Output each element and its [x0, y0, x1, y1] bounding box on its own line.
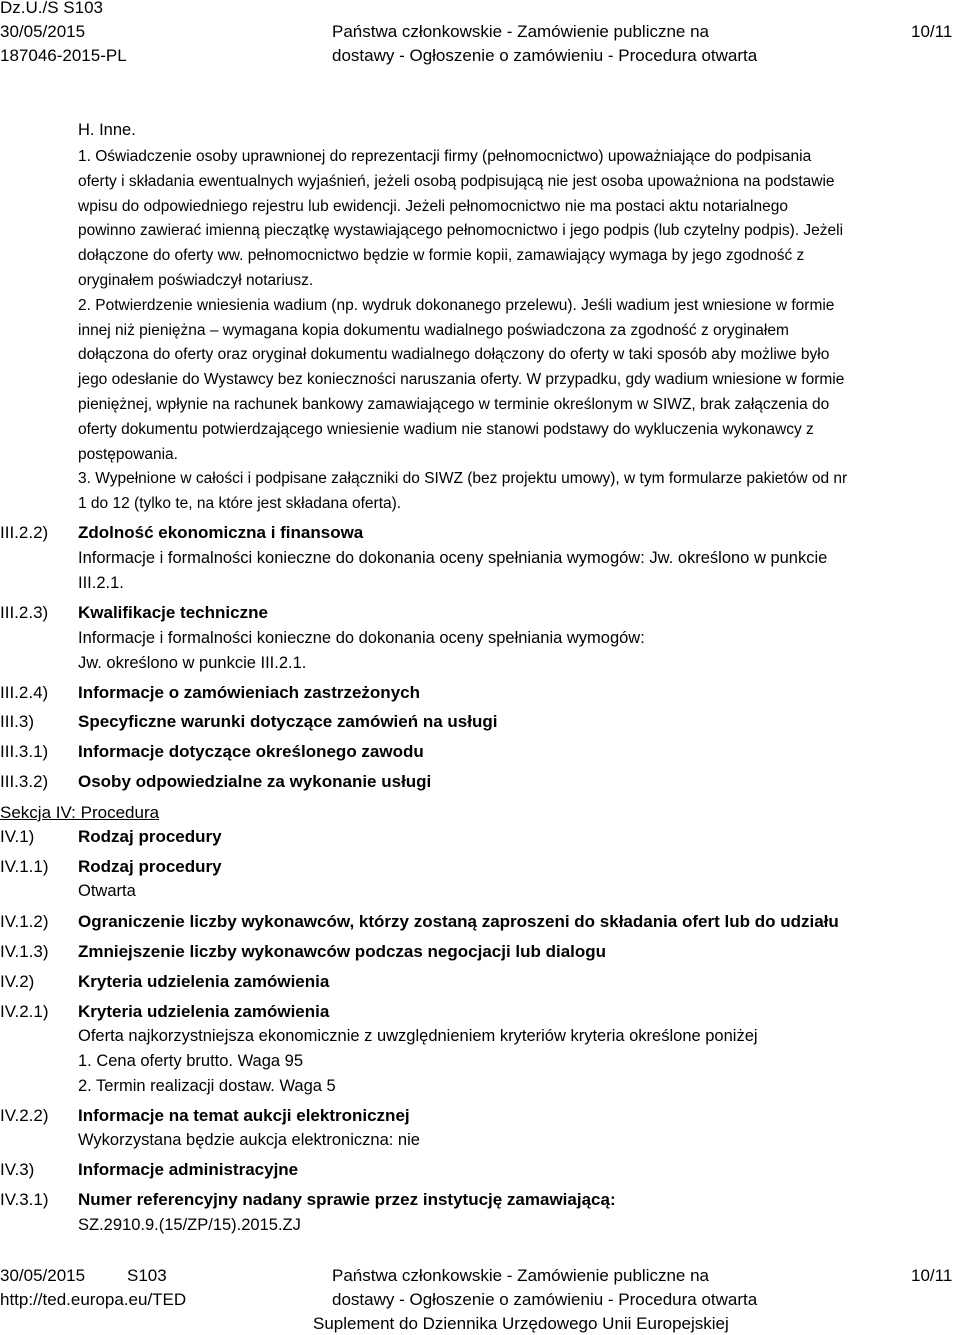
- section-h-line: oferty dokumentu potwierdzającego wniesienie wadium nie stanowi podstawy do wykluczenia wykonawcy z: [78, 420, 814, 438]
- procedure-type-value: Otwarta: [78, 882, 136, 900]
- section-text: Informacje i formalności konieczne do dokonania oceny spełniania wymogów:: [78, 629, 645, 647]
- section-h-line: 1. Oświadczenie osoby uprawnionej do reprezentacji firmy (pełnomocnictwo) upoważniające do podpisania: [78, 148, 812, 165]
- section-h-line: pieniężnej, wpłynie na rachunek bankowy zamawiającego w terminie określonym w SIWZ, brak załączenia do: [78, 395, 830, 413]
- section-heading: Informacje o zamówieniach zastrzeżonych: [78, 683, 420, 702]
- document-id: 187046-2015-PL: [0, 46, 127, 65]
- header-title-line2: dostawy - Ogłoszenie o zamówieniu - Procedura otwarta: [332, 46, 758, 65]
- section-iv-title: Sekcja IV: Procedura: [0, 803, 160, 822]
- section-h-line: innej niż pieniężna – wymagana kopia dokumentu wadialnego poświadczona za zgodność z oryginałem: [78, 321, 789, 339]
- section-number: III.2.4): [0, 683, 49, 702]
- section-heading: Informacje administracyjne: [78, 1160, 299, 1179]
- section-number: III.2.3): [0, 603, 49, 622]
- section-h-line: postępowania.: [78, 445, 178, 463]
- section-number: IV.2.1): [0, 1002, 49, 1021]
- section-h-body: [78, 145, 847, 517]
- section-number: IV.1.2): [0, 912, 49, 931]
- section-h-line: 1 do 12 (tylko te, na które jest składana oferta).: [78, 495, 402, 513]
- section-h-title: H. Inne.: [78, 121, 136, 139]
- section-number: IV.3.1): [0, 1190, 49, 1209]
- criteria-item: 1. Cena oferty brutto. Waga 95: [78, 1052, 304, 1070]
- section-h-line: jego odesłanie do Wystawcy bez konieczności naruszania oferty. W przypadku, gdy wadium wniesione w formie: [78, 371, 845, 389]
- section-heading: Kryteria udzielenia zamówienia: [78, 972, 330, 991]
- criteria-text: Oferta najkorzystniejsza ekonomicznie z uwzględnieniem kryteriów kryteria określone poniżej: [78, 1027, 758, 1045]
- section-number: IV.2.2): [0, 1106, 49, 1125]
- section-text: III.2.1.: [78, 574, 124, 592]
- section-h-line: 2. Potwierdzenie wniesienia wadium (np. wydruk dokonanego przelewu). Jeśli wadium jest wniesione w formie: [78, 296, 835, 314]
- section-h-line: dołączona do oferty oraz oryginał dokumentu wadialnego dołączony do oferty w taki sposób aby możliwe było: [78, 346, 830, 364]
- footer-title-line3: Suplement do Dziennika Urzędowego Unii Europejskiej: [313, 1314, 729, 1333]
- footer-title-line1: Państwa członkowskie - Zamówienie publiczne na: [332, 1266, 710, 1285]
- section-heading: Informacje na temat aukcji elektronicznej: [78, 1106, 410, 1125]
- footer-issue: S103: [127, 1266, 167, 1285]
- section-h-line: oferty i składania ewentualnych wyjaśnień, jeżeli osobą podpisującą nie jest osoba upoważniona na podstawie: [78, 172, 835, 190]
- section-number: IV.1.1): [0, 857, 49, 876]
- section-heading: Kwalifikacje techniczne: [78, 603, 268, 622]
- section-number: IV.2): [0, 972, 35, 991]
- section-number: III.2.2): [0, 523, 49, 542]
- footer-url[interactable]: http://ted.europa.eu/TED: [0, 1290, 187, 1309]
- section-heading: Numer referencyjny nadany sprawie przez instytucję zamawiającą:: [78, 1190, 616, 1209]
- section-text: Jw. określono w punkcie III.2.1.: [78, 654, 307, 672]
- footer-page-number: 10/11: [911, 1266, 953, 1285]
- section-h-line: oryginałem poświadczył notariusz.: [78, 271, 314, 289]
- section-h-line: powinno zawierać imienną pieczątkę wystawiającego pełnomocnictwo i jego podpis (lub czytelny podpis). Jeżeli: [78, 222, 844, 240]
- section-number: IV.1.3): [0, 942, 49, 961]
- section-heading: Zdolność ekonomiczna i finansowa: [78, 523, 364, 542]
- section-heading: Informacje dotyczące określonego zawodu: [78, 742, 424, 761]
- section-number: III.3.2): [0, 772, 49, 791]
- footer-title-line2: dostawy - Ogłoszenie o zamówieniu - Procedura otwarta: [332, 1290, 758, 1309]
- section-heading: Osoby odpowiedzialne za wykonanie usługi: [78, 772, 432, 791]
- header-title-line1: Państwa członkowskie - Zamówienie publiczne na: [332, 22, 710, 41]
- section-heading: Rodzaj procedury: [78, 857, 222, 876]
- footer-date: 30/05/2015: [0, 1266, 86, 1285]
- header-date: 30/05/2015: [0, 22, 86, 41]
- journal-ref: Dz.U./S S103: [0, 0, 103, 17]
- section-heading: Rodzaj procedury: [78, 827, 222, 846]
- criteria-item: 2. Termin realizacji dostaw. Waga 5: [78, 1077, 336, 1095]
- auction-value: Wykorzystana będzie aukcja elektroniczna: nie: [78, 1131, 420, 1149]
- section-heading: Zmniejszenie liczby wykonawców podczas negocjacji lub dialogu: [78, 942, 607, 961]
- section-number: III.3): [0, 712, 35, 731]
- reference-number-value: SZ.2910.9.(15/ZP/15).2015.ZJ: [78, 1216, 301, 1234]
- section-number: IV.1): [0, 827, 35, 846]
- section-text: Informacje i formalności konieczne do dokonania oceny spełniania wymogów: Jw. określono w punkcie: [78, 549, 828, 567]
- section-h-line: wpisu do odpowiedniego rejestru lub ewidencji. Jeżeli pełnomocnictwo nie ma postaci aktu notarialnego: [78, 197, 788, 215]
- section-h-line: dołączone do oferty ww. pełnomocnictwo będzie w formie kopii, zamawiający wymaga by jego zgodność z: [78, 247, 805, 265]
- section-number: III.3.1): [0, 742, 49, 761]
- section-h-line: 3. Wypełnione w całości i podpisane załączniki do SIWZ (bez projektu umowy), w tym formularze pakietów od nr: [78, 470, 848, 488]
- header-page-number: 10/11: [911, 22, 953, 41]
- section-number: IV.3): [0, 1160, 35, 1179]
- section-heading: Specyficzne warunki dotyczące zamówień na usługi: [78, 712, 498, 731]
- section-heading: Kryteria udzielenia zamówienia: [78, 1002, 330, 1021]
- section-heading: Ograniczenie liczby wykonawców, którzy zostaną zaproszeni do składania ofert lub do udziału: [78, 912, 839, 931]
